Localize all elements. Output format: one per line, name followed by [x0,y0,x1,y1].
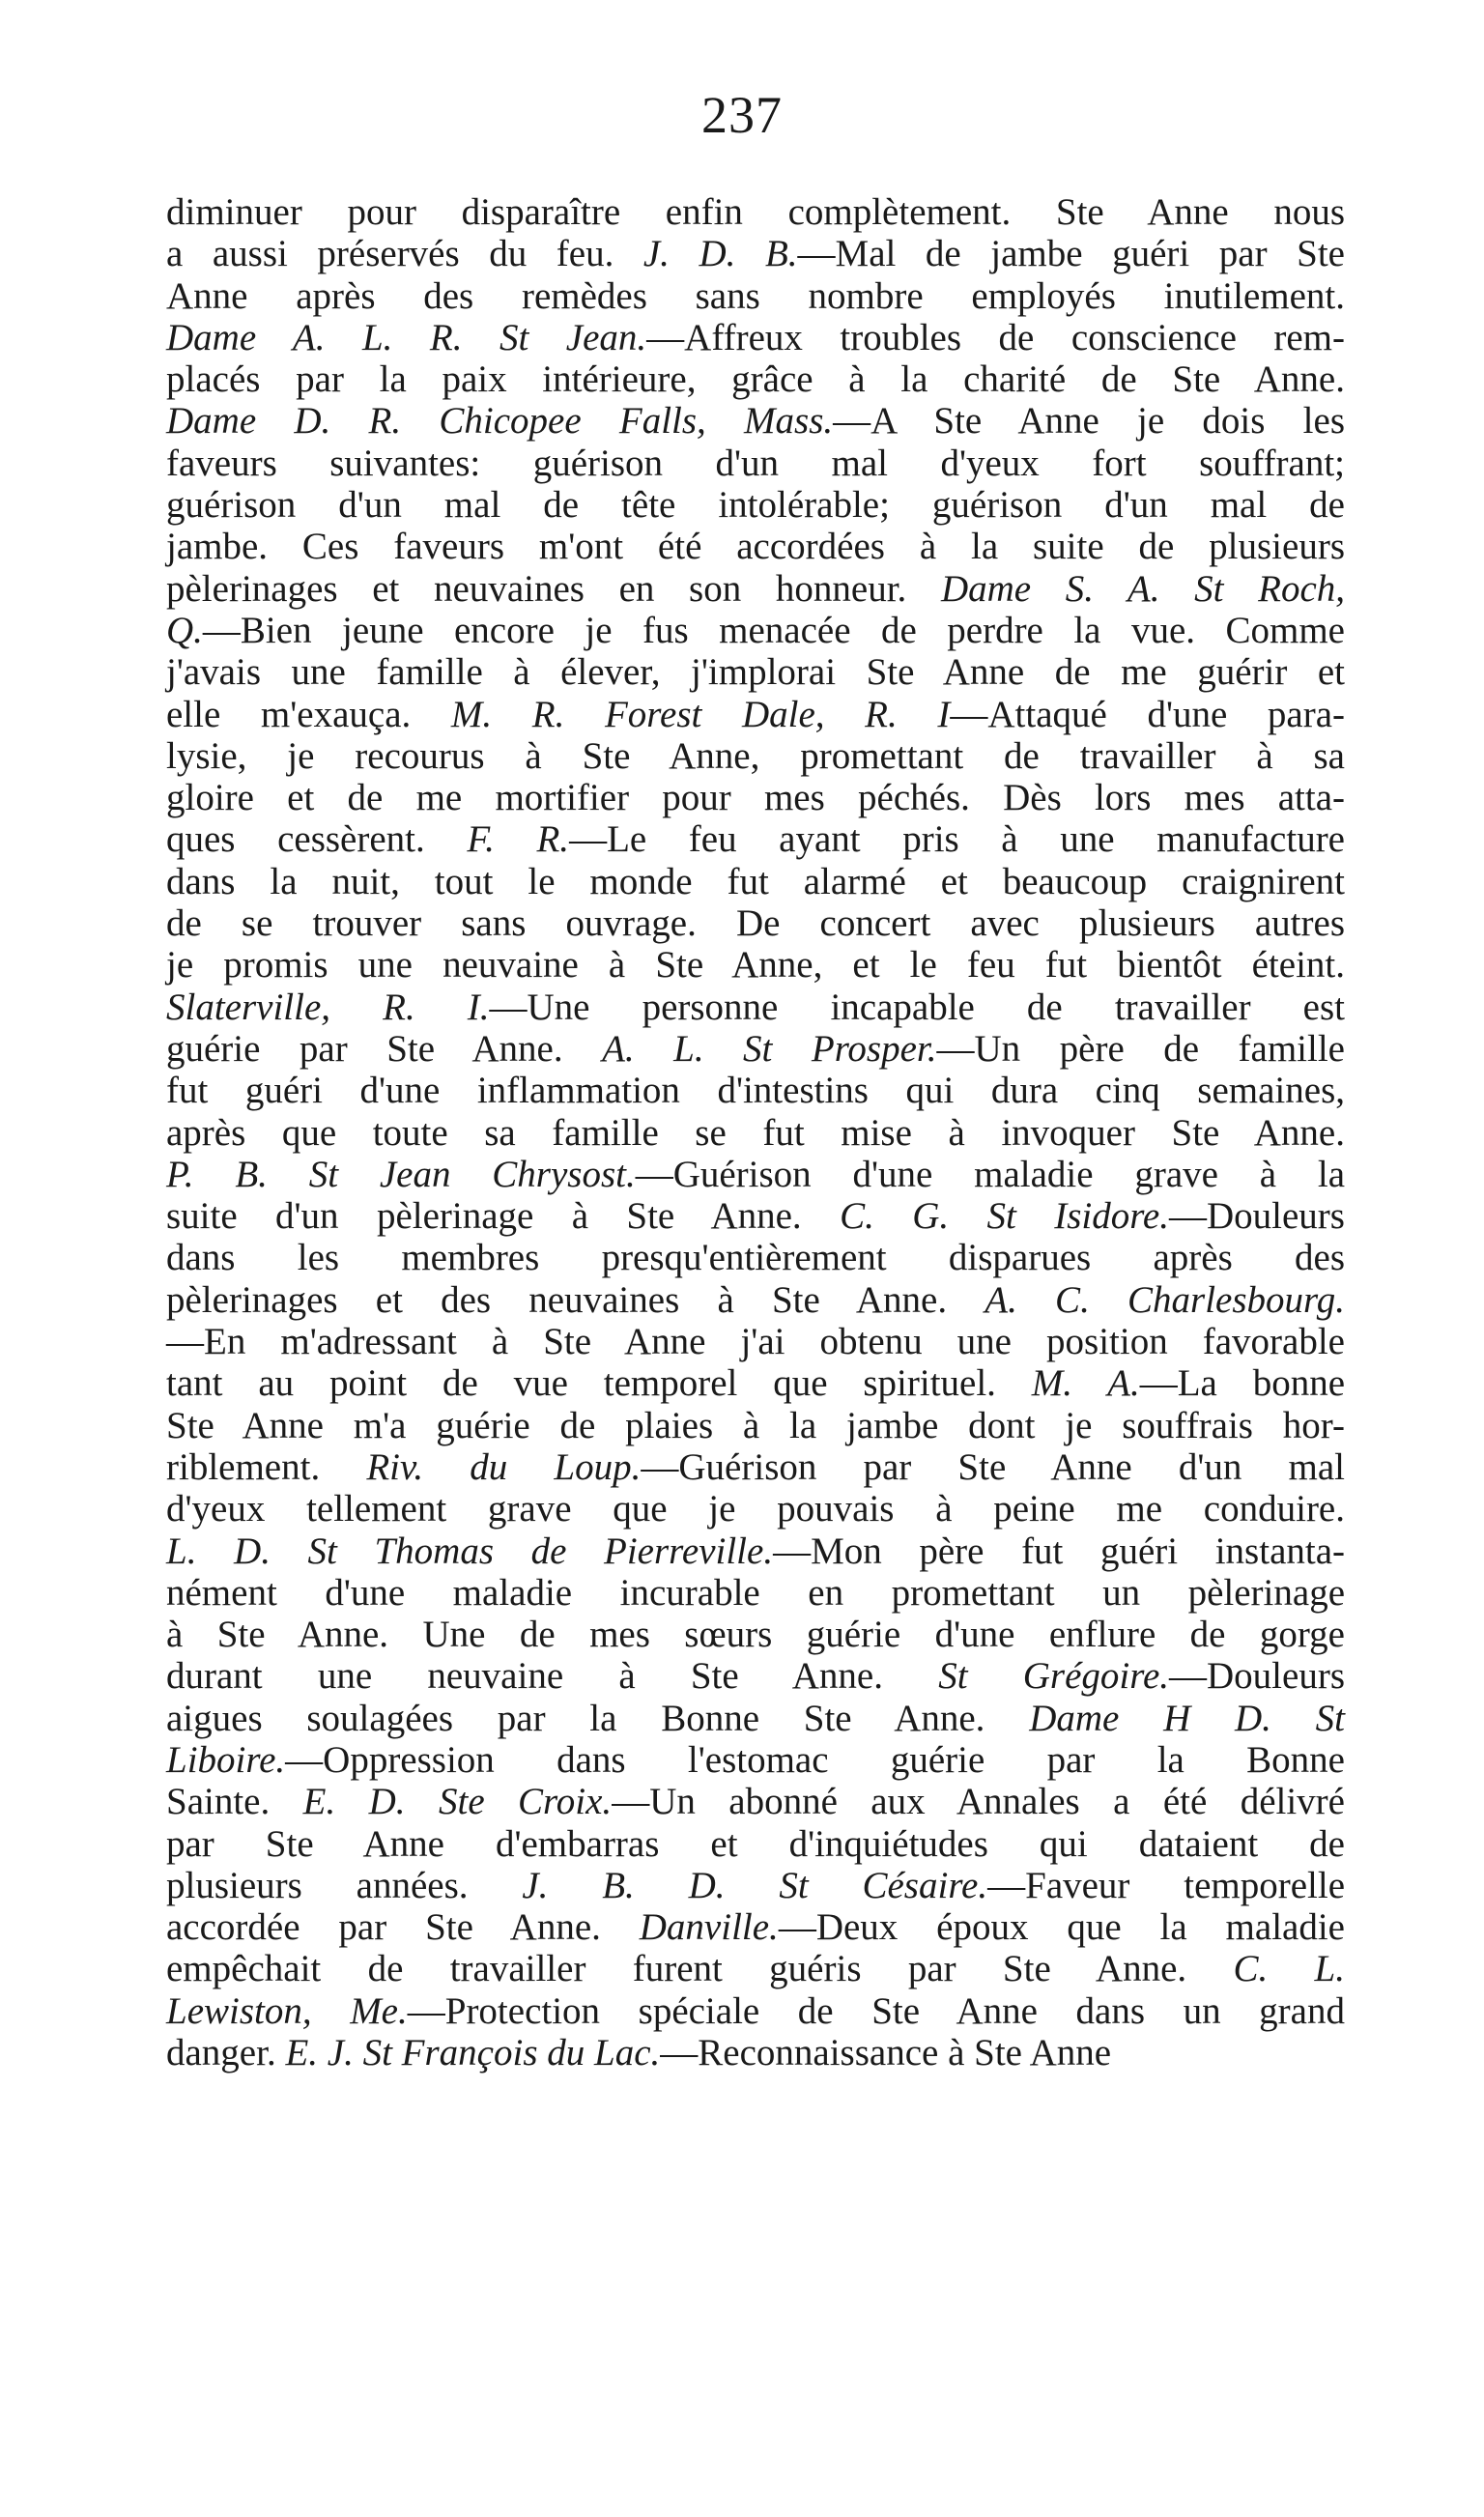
text-segment: danger. [166,2032,286,2074]
text-line [166,987,1345,1028]
italic-reference: P. B. St Jean Chrysost. [166,1153,636,1195]
text-segment: tant au point de vue temporel que spirituel. [166,1362,1032,1405]
text-line [166,1488,1345,1530]
text-line [166,1321,1345,1362]
italic-reference: A. C. Charlesbourg. [985,1278,1346,1321]
text-line [166,1698,1345,1739]
text-segment: —En m'adressant à Ste Anne j'ai obtenu une position favorable [166,1321,1345,1363]
text-line [166,694,1345,735]
text-line [166,1865,1345,1906]
text-segment: Anne après des remèdes sans nombre employés inutilement. [166,274,1345,317]
italic-reference: J. D. B. [642,233,798,275]
italic-reference: Riv. du Loup. [366,1445,642,1488]
text-line [166,484,1345,526]
text-segment: —Douleurs [1169,1195,1345,1238]
text-segment: a aussi préservés du feu. [166,233,643,275]
text-line [166,443,1345,484]
text-line [166,735,1345,777]
text-segment: —Oppression dans l'estomac guérie par la Bonne [285,1738,1345,1781]
text-segment: nément d'une maladie incurable en promettant un pèlerinage [166,1571,1345,1614]
text-line [166,2032,1345,2074]
italic-reference: E. D. Ste Croix. [302,1781,613,1823]
text-segment: pèlerinages et neuvaines en son honneur. [166,567,941,610]
text-segment: —Deux époux que la maladie [778,1906,1345,1949]
text-segment: —Affreux troubles de conscience rem- [646,316,1345,358]
text-segment: —A Ste Anne je dois les [833,400,1346,443]
text-segment: —Guérison par Ste Anne d'un mal [641,1445,1346,1488]
text-line [166,610,1345,651]
text-segment: —Une personne incapable de travailler est [489,986,1345,1028]
text-line [166,1362,1345,1404]
italic-reference: Dame D. R. Chicopee Falls, Mass. [166,400,834,443]
text-segment: après que toute sa famille se fut mise à invoquer Ste Anne. [166,1111,1345,1154]
text-line [166,1279,1345,1321]
text-line [166,861,1345,902]
italic-reference: J. B. D. St Césaire. [522,1864,988,1906]
text-line [166,1237,1345,1278]
text-line [166,191,1345,233]
italic-reference: Dame S. A. St Roch, [940,567,1346,610]
text-segment: plusieurs années. [166,1864,523,1906]
text-line [166,1446,1345,1488]
text-segment: suite d'un pèlerinage à Ste Anne. [166,1195,841,1238]
text-line [166,1572,1345,1614]
italic-reference: Q. [166,609,203,651]
text-line [166,651,1345,693]
page-number: 237 [701,86,783,144]
text-line [166,1112,1345,1154]
text-line [166,1948,1345,1989]
text-segment: elle m'exauça. [166,693,451,735]
text-line [166,233,1345,274]
text-line [166,1739,1345,1781]
italic-reference: Lewiston, Me. [166,1989,408,2032]
text-line [166,1028,1345,1070]
text-line [166,358,1345,400]
text-segment: guérie par Ste Anne. [166,1027,603,1070]
text-segment: fut guéri d'une inflammation d'intestins qui dura cinq semaines, [166,1070,1345,1112]
text-line [166,902,1345,944]
text-line [166,526,1345,567]
text-segment: de se trouver sans ouvrage. De concert avec plusieurs autres [166,902,1345,945]
text-segment: pèlerinages et des neuvaines à Ste Anne. [166,1278,985,1321]
text-segment: —La bonne [1139,1362,1345,1405]
text-line [166,818,1345,860]
text-line [166,1823,1345,1865]
italic-reference: F. R. [467,818,570,861]
italic-reference: A. L. St Prosper. [602,1027,937,1070]
text-segment: —Mal de jambe guéri par Ste [797,233,1345,275]
italic-reference: Danville. [639,1906,779,1949]
text-line [166,777,1345,818]
text-segment: d'yeux tellement grave que je pouvais à peine me conduire. [166,1488,1345,1530]
text-segment: par Ste Anne d'embarras et d'inquiétudes qui dataient de [166,1822,1345,1865]
text-line [166,944,1345,986]
italic-reference: Dame A. L. R. St Jean. [166,316,647,358]
italic-reference: Dame H D. St [1029,1697,1345,1739]
text-segment: gloire et de me mortifier pour mes péchés. Dès lors mes atta- [166,777,1345,819]
italic-reference: M. R. Forest Dale, R. I [450,693,951,735]
body-text [166,191,1345,2074]
text-line [166,1195,1345,1237]
text-segment: —Protection spéciale de Ste Anne dans un grand [407,1989,1345,2032]
italic-reference: Liboire. [166,1738,286,1781]
text-segment: —Un père de famille [936,1027,1345,1070]
text-line [166,400,1345,442]
text-segment: —Mon père fut guéri instanta- [773,1530,1346,1572]
text-segment: je promis une neuvaine à Ste Anne, et le feu fut bientôt éteint. [166,944,1345,987]
text-line [166,1530,1345,1572]
italic-reference: Slaterville, R. I. [166,986,490,1028]
text-segment: riblement. [166,1445,367,1488]
text-line [166,1154,1345,1195]
text-line [166,1655,1345,1697]
text-segment: empêchait de travailler furent guéris par Ste Anne. [166,1948,1234,1990]
text-line [166,1405,1345,1446]
text-segment: aigues soulagées par la Bonne Ste Anne. [166,1697,1030,1739]
text-line [166,317,1345,358]
text-segment: —Douleurs [1169,1655,1345,1698]
text-segment: —Faveur temporelle [987,1864,1346,1906]
text-segment: —Le feu ayant pris à une manufacture [569,818,1345,861]
text-segment: j'avais une famille à élever, j'implorai Ste Anne de me guérir et [166,651,1345,694]
italic-reference: M. A. [1031,1362,1140,1405]
italic-reference: E. J. St François du Lac. [285,2032,661,2074]
text-segment: Sainte. [166,1781,303,1823]
text-segment: guérison d'un mal de tête intolérable; guérison d'un mal de [166,484,1345,527]
text-segment: placés par la paix intérieure, grâce à la charité de Ste Anne. [166,358,1345,401]
text-segment: Ste Anne m'a guérie de plaies à la jambe dont je souffrais hor- [166,1404,1345,1446]
text-segment: —Guérison d'une maladie grave à la [635,1153,1345,1195]
text-segment: à Ste Anne. Une de mes sœurs guérie d'une enflure de gorge [166,1614,1345,1656]
text-segment: —Attaqué d'une para- [950,693,1346,735]
text-segment: ques cessèrent. [166,818,468,861]
text-line [166,1070,1345,1111]
text-segment: —Bien jeune encore je fus menacée de perdre la vue. Comme [202,609,1345,651]
text-line [166,1781,1345,1822]
text-segment: diminuer pour disparaître enfin complètement. Ste Anne nous [166,191,1345,233]
text-segment: dans la nuit, tout le monde fut alarmé et beaucoup craignirent [166,860,1345,902]
italic-reference: C. L. [1233,1948,1345,1990]
text-segment: faveurs suivantes: guérison d'un mal d'yeux fort souffrant; [166,442,1345,484]
text-line [166,1906,1345,1948]
text-segment: dans les membres presqu'entièrement disparues après des [166,1237,1345,1279]
text-line [166,568,1345,610]
italic-reference: C. G. St Isidore. [840,1195,1169,1238]
text-segment: accordée par Ste Anne. [166,1906,640,1949]
text-segment: lysie, je recourus à Ste Anne, promettant de travailler à sa [166,734,1345,777]
text-segment: —Reconnaissance à Ste Anne [660,2032,1112,2074]
text-line [166,275,1345,317]
italic-reference: L. D. St Thomas de Pierreville. [166,1530,774,1572]
text-segment: jambe. Ces faveurs m'ont été accordées à la suite de plusieurs [166,526,1345,568]
text-segment: durant une neuvaine à Ste Anne. [166,1655,939,1698]
text-segment: —Un abonné aux Annales a été délivré [612,1781,1345,1823]
italic-reference: St Grégoire. [938,1655,1170,1698]
text-line [166,1614,1345,1655]
text-line [166,1990,1345,2032]
